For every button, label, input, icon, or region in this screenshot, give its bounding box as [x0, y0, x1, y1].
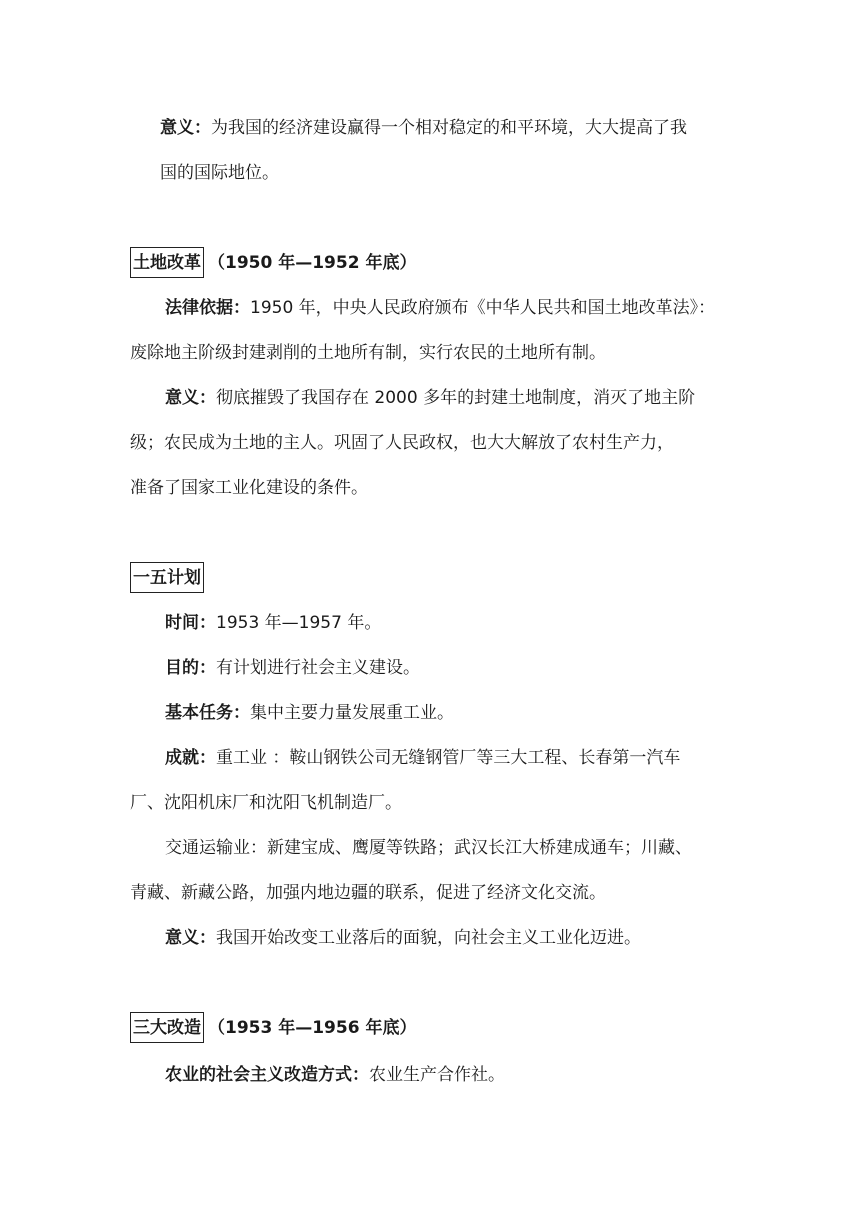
plan-transport-line-1: 交通运输业：新建宝成、鹰厦等铁路；武汉长江大桥建成通车；川藏、 [165, 838, 692, 858]
plan-achievement-text: 重工业 ：鞍山钢铁公司无缝钢管厂等三大工程、长春第一汽车 [216, 748, 681, 768]
plan-goal-label: 目的： [165, 658, 216, 678]
agri-reform-line [165, 1063, 505, 1087]
plan-achievement-line-2: 厂、沈阳机床厂和沈阳飞机制造厂。 [130, 793, 402, 813]
plan-task-label: 基本任务： [165, 703, 250, 723]
land-significance-line-1 [165, 386, 695, 410]
land-law-line-2: 废除地主阶级封建剥削的土地所有制，实行农民的土地所有制。 [130, 343, 606, 363]
plan-task-line [165, 701, 454, 725]
land-law-text: 1950 年，中央人民政府颁布《中华人民共和国土地改革法》： [250, 298, 716, 318]
plan-transport-line-2: 青藏、新藏公路，加强内地边疆的联系，促进了经济文化交流。 [130, 883, 606, 903]
plan-goal-text: 有计划进行社会主义建设。 [216, 658, 420, 678]
plan-time-line [165, 611, 381, 635]
three-reforms-heading [130, 1012, 416, 1043]
five-year-plan-title: 一五计划 [130, 562, 204, 593]
land-significance-line-3: 准备了国家工业化建设的条件。 [130, 478, 368, 498]
plan-achievement-label: 成就： [165, 748, 216, 768]
land-significance-label: 意义： [165, 388, 216, 408]
land-reform-period: （1950 年—1952 年底） [208, 253, 417, 273]
plan-achievement-line-1 [165, 746, 680, 770]
significance-text: 为我国的经济建设赢得一个相对稳定的和平环境，大大提高了我 [211, 118, 687, 138]
land-reform-heading [130, 247, 416, 278]
land-law-line-1 [165, 296, 715, 320]
plan-time-label: 时间： [165, 613, 216, 633]
five-year-plan-heading [130, 562, 204, 593]
plan-time-text: 1953 年—1957 年。 [216, 613, 382, 633]
plan-task-text: 集中主要力量发展重工业。 [250, 703, 454, 723]
significance-paragraph-line-1 [160, 116, 687, 140]
significance-paragraph-line-2: 国的国际地位。 [160, 163, 279, 183]
land-law-label: 法律依据： [165, 298, 250, 318]
agri-reform-text: 农业生产合作社。 [369, 1065, 505, 1085]
land-significance-line-2: 级；农民成为土地的主人。巩固了人民政权，也大大解放了农村生产力， [130, 433, 674, 453]
plan-significance-line [165, 926, 641, 950]
agri-reform-label: 农业的社会主义改造方式： [165, 1065, 369, 1085]
land-significance-text: 彻底摧毁了我国存在 2000 多年的封建土地制度，消灭了地主阶 [216, 388, 696, 408]
three-reforms-period: （1953 年—1956 年底） [208, 1018, 417, 1038]
significance-label: 意义： [160, 118, 211, 138]
plan-significance-label: 意义： [165, 928, 216, 948]
plan-goal-line [165, 656, 420, 680]
plan-significance-text: 我国开始改变工业落后的面貌，向社会主义工业化迈进。 [216, 928, 641, 948]
three-reforms-title: 三大改造 [130, 1012, 204, 1043]
land-reform-title: 土地改革 [130, 247, 204, 278]
